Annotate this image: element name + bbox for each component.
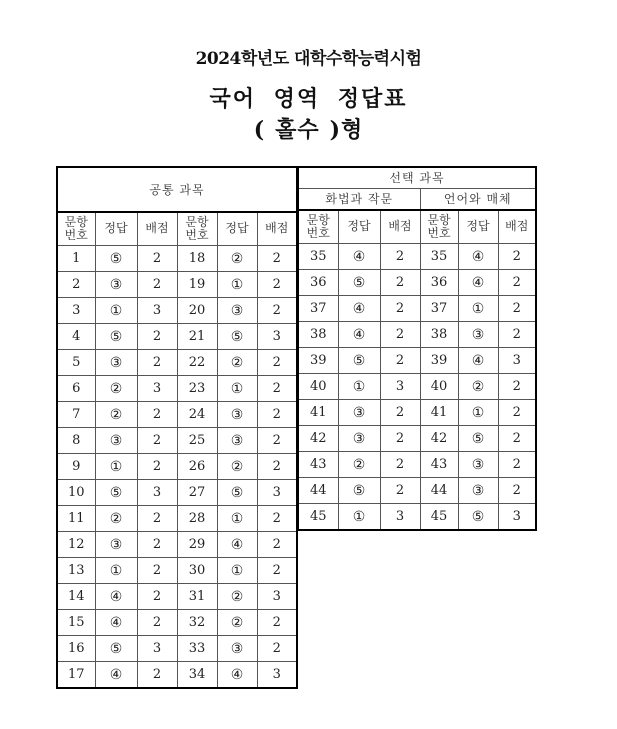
col-number-label: 문항 번호	[177, 212, 217, 246]
score-cell: 2	[137, 324, 177, 350]
table-row	[298, 478, 536, 504]
answer-cell: ⑤	[338, 270, 380, 296]
answer-cell: ④	[95, 662, 137, 689]
question-number-cell: 43	[298, 452, 338, 478]
question-number-cell: 2	[57, 272, 95, 298]
table-row	[298, 374, 536, 400]
score-cell: 2	[498, 244, 536, 270]
question-number-cell: 15	[57, 610, 95, 636]
table-row	[57, 350, 297, 376]
score-cell: 2	[137, 246, 177, 272]
answer-cell: ②	[95, 506, 137, 532]
exam-title: 2024학년도 대학수학능력시험	[195, 49, 422, 69]
score-cell: 2	[380, 426, 420, 452]
question-number-cell: 3	[57, 298, 95, 324]
table-row	[298, 244, 536, 270]
question-number-cell: 43	[420, 452, 458, 478]
answer-cell: ③	[217, 428, 257, 454]
table-row	[57, 636, 297, 662]
answer-cell: ①	[217, 506, 257, 532]
col-answer-label: 정답	[458, 210, 498, 244]
answer-cell: ④	[338, 244, 380, 270]
type-name: 홀수	[275, 117, 320, 143]
question-number-cell: 6	[57, 376, 95, 402]
answer-cell: ①	[217, 376, 257, 402]
question-number-cell: 31	[177, 584, 217, 610]
answer-cell: ④	[95, 610, 137, 636]
table-row	[57, 246, 297, 272]
score-cell: 2	[137, 532, 177, 558]
table-row	[298, 504, 536, 531]
answer-cell: ⑤	[217, 480, 257, 506]
score-cell: 3	[498, 348, 536, 374]
score-cell: 3	[257, 584, 297, 610]
score-cell: 2	[498, 296, 536, 322]
answer-cell: ②	[217, 584, 257, 610]
question-number-cell: 25	[177, 428, 217, 454]
table-row	[57, 324, 297, 350]
score-cell: 2	[498, 400, 536, 426]
column-label-row	[57, 212, 297, 246]
answer-cell: ③	[458, 452, 498, 478]
question-number-cell: 5	[57, 350, 95, 376]
question-number-cell: 35	[420, 244, 458, 270]
question-number-cell: 34	[177, 662, 217, 689]
answer-cell: ③	[95, 532, 137, 558]
score-cell: 3	[257, 480, 297, 506]
table-row	[57, 376, 297, 402]
subject-title: 국어 영역 정답표	[209, 86, 408, 112]
answer-cell: ③	[95, 350, 137, 376]
score-cell: 2	[137, 402, 177, 428]
score-cell: 2	[257, 350, 297, 376]
question-number-cell: 22	[177, 350, 217, 376]
score-cell: 2	[498, 426, 536, 452]
table-row	[57, 584, 297, 610]
question-number-cell: 44	[420, 478, 458, 504]
score-cell: 2	[380, 270, 420, 296]
col-answer-label: 정답	[338, 210, 380, 244]
question-number-cell: 24	[177, 402, 217, 428]
answer-cell: ⑤	[95, 246, 137, 272]
score-cell: 2	[137, 584, 177, 610]
type-open-paren: (	[253, 117, 266, 143]
score-cell: 2	[257, 506, 297, 532]
table-row	[57, 662, 297, 689]
table-row	[57, 454, 297, 480]
answer-cell: ④	[338, 322, 380, 348]
score-cell: 2	[380, 478, 420, 504]
answer-cell: ⑤	[338, 348, 380, 374]
score-cell: 2	[137, 506, 177, 532]
answer-cell: ④	[458, 270, 498, 296]
score-cell: 2	[257, 454, 297, 480]
question-number-cell: 23	[177, 376, 217, 402]
answer-cell: ⑤	[217, 324, 257, 350]
answer-cell: ⑤	[95, 636, 137, 662]
answer-cell: ①	[458, 296, 498, 322]
question-number-cell: 41	[298, 400, 338, 426]
answer-cell: ⑤	[458, 426, 498, 452]
question-number-cell: 32	[177, 610, 217, 636]
score-cell: 3	[137, 636, 177, 662]
score-cell: 2	[498, 452, 536, 478]
question-number-cell: 27	[177, 480, 217, 506]
table-row	[57, 402, 297, 428]
question-number-cell: 38	[298, 322, 338, 348]
answer-cell: ④	[95, 584, 137, 610]
answer-cell: ③	[458, 478, 498, 504]
score-cell: 3	[137, 480, 177, 506]
question-number-cell: 42	[298, 426, 338, 452]
question-number-cell: 41	[420, 400, 458, 426]
answer-cell: ③	[95, 272, 137, 298]
score-cell: 2	[498, 322, 536, 348]
question-number-cell: 14	[57, 584, 95, 610]
answer-cell: ①	[217, 558, 257, 584]
score-cell: 2	[380, 244, 420, 270]
score-cell: 2	[257, 558, 297, 584]
answer-cell: ①	[458, 400, 498, 426]
table-row	[298, 270, 536, 296]
question-number-cell: 44	[298, 478, 338, 504]
question-number-cell: 17	[57, 662, 95, 689]
answer-cell: ③	[217, 636, 257, 662]
question-number-cell: 26	[177, 454, 217, 480]
answer-cell: ②	[217, 246, 257, 272]
score-cell: 2	[257, 636, 297, 662]
score-cell: 2	[257, 246, 297, 272]
answer-cell: ③	[338, 426, 380, 452]
question-number-cell: 28	[177, 506, 217, 532]
question-number-cell: 19	[177, 272, 217, 298]
answer-cell: ③	[217, 402, 257, 428]
question-number-cell: 4	[57, 324, 95, 350]
table-row	[298, 348, 536, 374]
answer-cell: ①	[95, 558, 137, 584]
question-number-cell: 8	[57, 428, 95, 454]
question-number-cell: 11	[57, 506, 95, 532]
answer-cell: ①	[95, 298, 137, 324]
col-number-label: 문항 번호	[57, 212, 95, 246]
answer-cell: ⑤	[95, 324, 137, 350]
table-row	[298, 296, 536, 322]
score-cell: 3	[498, 504, 536, 531]
table-row	[57, 480, 297, 506]
score-cell: 2	[380, 452, 420, 478]
question-number-cell: 36	[298, 270, 338, 296]
score-cell: 2	[257, 376, 297, 402]
exam-type	[0, 113, 617, 144]
score-cell: 3	[380, 504, 420, 531]
table-row	[57, 610, 297, 636]
score-cell: 2	[257, 610, 297, 636]
question-number-cell: 38	[420, 322, 458, 348]
col-score-label: 배점	[137, 212, 177, 246]
score-cell: 2	[498, 374, 536, 400]
question-number-cell: 36	[420, 270, 458, 296]
answer-cell: ⑤	[458, 504, 498, 531]
score-cell: 2	[380, 348, 420, 374]
question-number-cell: 40	[420, 374, 458, 400]
score-cell: 2	[498, 270, 536, 296]
question-number-cell: 45	[420, 504, 458, 531]
question-number-cell: 7	[57, 402, 95, 428]
elective-speech-writing-header: 화법과 작문	[298, 189, 420, 211]
score-cell: 2	[257, 402, 297, 428]
table-row	[298, 426, 536, 452]
score-cell: 2	[137, 610, 177, 636]
answer-cell: ②	[217, 350, 257, 376]
answer-cell: ⑤	[95, 480, 137, 506]
score-cell: 2	[137, 350, 177, 376]
question-number-cell: 29	[177, 532, 217, 558]
table-row	[298, 452, 536, 478]
question-number-cell: 37	[420, 296, 458, 322]
table-row	[57, 506, 297, 532]
question-number-cell: 18	[177, 246, 217, 272]
answer-cell: ②	[95, 376, 137, 402]
elective-subject-header: 선택 과목	[298, 167, 536, 189]
answer-cell: ②	[458, 374, 498, 400]
col-score-label: 배점	[380, 210, 420, 244]
col-answer-label: 정답	[95, 212, 137, 246]
question-number-cell: 39	[298, 348, 338, 374]
question-number-cell: 35	[298, 244, 338, 270]
answer-cell: ②	[95, 402, 137, 428]
col-score-label: 배점	[257, 212, 297, 246]
answer-cell: ④	[217, 662, 257, 689]
score-cell: 2	[137, 428, 177, 454]
common-subject-table	[56, 166, 298, 689]
answer-cell: ③	[217, 298, 257, 324]
score-cell: 2	[257, 298, 297, 324]
answer-cell: ⑤	[338, 478, 380, 504]
question-number-cell: 37	[298, 296, 338, 322]
col-score-label: 배점	[498, 210, 536, 244]
score-cell: 2	[257, 428, 297, 454]
question-number-cell: 10	[57, 480, 95, 506]
table-row	[57, 298, 297, 324]
answer-cell: ①	[338, 504, 380, 531]
score-cell: 3	[137, 298, 177, 324]
score-cell: 2	[380, 400, 420, 426]
question-number-cell: 21	[177, 324, 217, 350]
answer-cell: ②	[217, 454, 257, 480]
table-row	[57, 532, 297, 558]
score-cell: 2	[257, 272, 297, 298]
answer-cell: ②	[217, 610, 257, 636]
score-cell: 3	[257, 324, 297, 350]
question-number-cell: 16	[57, 636, 95, 662]
col-number-label: 문항 번호	[298, 210, 338, 244]
answer-cell: ④	[458, 348, 498, 374]
score-cell: 2	[137, 272, 177, 298]
score-cell: 2	[257, 532, 297, 558]
answer-cell: ④	[458, 244, 498, 270]
score-cell: 3	[257, 662, 297, 689]
answer-cell: ③	[338, 400, 380, 426]
answer-cell: ④	[338, 296, 380, 322]
table-row	[298, 322, 536, 348]
question-number-cell: 42	[420, 426, 458, 452]
answer-cell: ④	[217, 532, 257, 558]
elective-subject-table	[297, 166, 537, 531]
answer-cell: ①	[217, 272, 257, 298]
type-close: )형	[329, 117, 364, 143]
column-label-row	[298, 210, 536, 244]
answer-cell: ③	[95, 428, 137, 454]
score-cell: 2	[137, 454, 177, 480]
question-number-cell: 39	[420, 348, 458, 374]
score-cell: 2	[380, 322, 420, 348]
elective-language-media-header: 언어와 매체	[420, 189, 536, 211]
answer-cell: ②	[338, 452, 380, 478]
col-number-label: 문항 번호	[420, 210, 458, 244]
question-number-cell: 9	[57, 454, 95, 480]
answer-cell: ③	[458, 322, 498, 348]
score-cell: 2	[137, 662, 177, 689]
question-number-cell: 30	[177, 558, 217, 584]
table-row	[298, 400, 536, 426]
table-row	[57, 272, 297, 298]
question-number-cell: 13	[57, 558, 95, 584]
question-number-cell: 20	[177, 298, 217, 324]
answer-cell: ①	[95, 454, 137, 480]
question-number-cell: 33	[177, 636, 217, 662]
score-cell: 2	[137, 558, 177, 584]
col-answer-label: 정답	[217, 212, 257, 246]
score-cell: 3	[380, 374, 420, 400]
table-row	[57, 558, 297, 584]
question-number-cell: 12	[57, 532, 95, 558]
score-cell: 2	[380, 296, 420, 322]
question-number-cell: 1	[57, 246, 95, 272]
table-row	[57, 428, 297, 454]
answer-cell: ①	[338, 374, 380, 400]
common-subject-header: 공통 과목	[57, 167, 297, 212]
score-cell: 3	[137, 376, 177, 402]
question-number-cell: 40	[298, 374, 338, 400]
question-number-cell: 45	[298, 504, 338, 531]
score-cell: 2	[498, 478, 536, 504]
